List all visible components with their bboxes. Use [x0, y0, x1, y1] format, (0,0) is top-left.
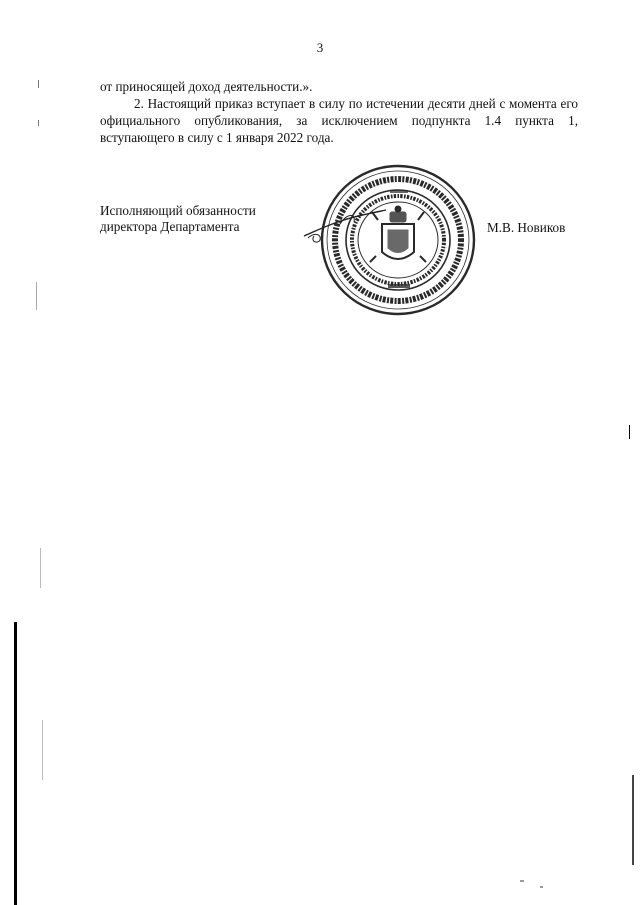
scan-speck	[520, 880, 524, 882]
scan-margin-line	[14, 622, 17, 905]
signatory-name: М.В. Новиков	[487, 220, 566, 235]
scan-speck	[38, 120, 39, 126]
scan-speck	[38, 80, 39, 88]
page-number: 3	[316, 40, 324, 55]
paragraph-2: 2. Настоящий приказ вступает в силу по истечении десяти дней с момента его официального опубликования, за исключением подпункта 1.4 пункта 1, вступающего в силу с 1 января 2022 года.	[100, 96, 578, 145]
document-body	[100, 78, 578, 146]
scan-edge-mark	[632, 775, 634, 865]
scan-speck	[36, 282, 37, 310]
signatory-title	[100, 203, 256, 235]
scan-speck	[40, 548, 41, 588]
paragraph-continuation: от приносящей доход деятельности.».	[100, 79, 313, 94]
signatory-title-line-1: Исполняющий обязанности	[100, 203, 256, 218]
signatory-title-line-2: директора Департамента	[100, 219, 240, 234]
scan-speck	[540, 886, 543, 888]
handwritten-signature-icon	[300, 206, 390, 246]
scan-edge-mark	[629, 425, 630, 439]
scan-speck	[42, 720, 43, 780]
